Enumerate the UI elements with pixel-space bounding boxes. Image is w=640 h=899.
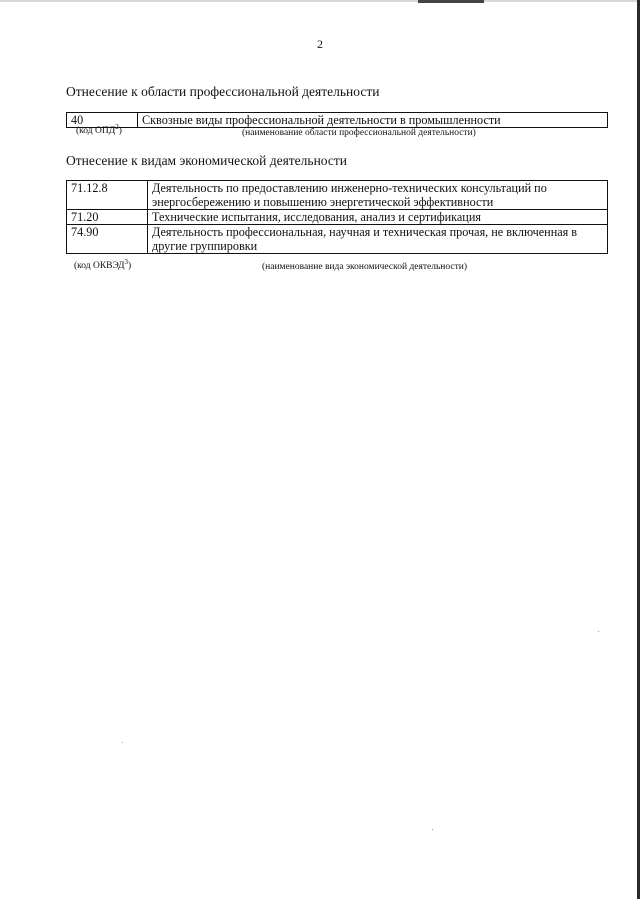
opd-code-cell: 40 <box>67 113 138 128</box>
scan-edge-top <box>0 0 640 2</box>
scan-mark <box>418 0 484 3</box>
opd-code-caption-end: ) <box>118 126 122 136</box>
table-row <box>67 210 608 225</box>
footnote-ref: 3 <box>124 257 128 266</box>
opd-name-cell: Сквозные виды профессиональной деятельности в промышленности <box>138 113 608 128</box>
table-row <box>67 225 608 254</box>
scan-speck <box>432 829 433 830</box>
okved-code-cell: 71.20 <box>67 210 148 225</box>
okved-code-caption <box>74 257 132 271</box>
okved-table <box>66 180 608 254</box>
okved-name-cell: Деятельность по предоставлению инженерно-технических консультаций по энергосбережению и повышению энергетической эффективности <box>148 181 608 210</box>
opd-name-caption: (наименование области профессиональной деятельности) <box>242 128 476 138</box>
scan-speck <box>598 631 599 632</box>
okved-name-cell: Технические испытания, исследования, анализ и сертификация <box>148 210 608 225</box>
opd-table <box>66 112 608 128</box>
opd-code-caption-text: (код ОПД <box>76 126 116 136</box>
okved-section-title: Отнесение к видам экономической деятельности <box>66 153 347 168</box>
opd-code-caption <box>76 122 122 136</box>
opd-section-title: Отнесение к области профессиональной деятельности <box>66 84 380 99</box>
okved-code-caption-end: ) <box>127 261 132 271</box>
scan-speck <box>122 742 123 743</box>
footnote-ref: 2 <box>115 122 119 131</box>
table-row <box>67 113 608 128</box>
table-row <box>67 181 608 210</box>
okved-name-cell: Деятельность профессиональная, научная и техническая прочая, не включенная в другие группировки <box>148 225 608 254</box>
okved-code-caption-text: (код ОКВЭД <box>74 261 125 271</box>
okved-code-cell: 74.90 <box>67 225 148 254</box>
okved-name-caption: (наименование вида экономической деятельности) <box>262 262 467 272</box>
page-number: 2 <box>317 37 323 51</box>
okved-code-cell: 71.12.8 <box>67 181 148 210</box>
